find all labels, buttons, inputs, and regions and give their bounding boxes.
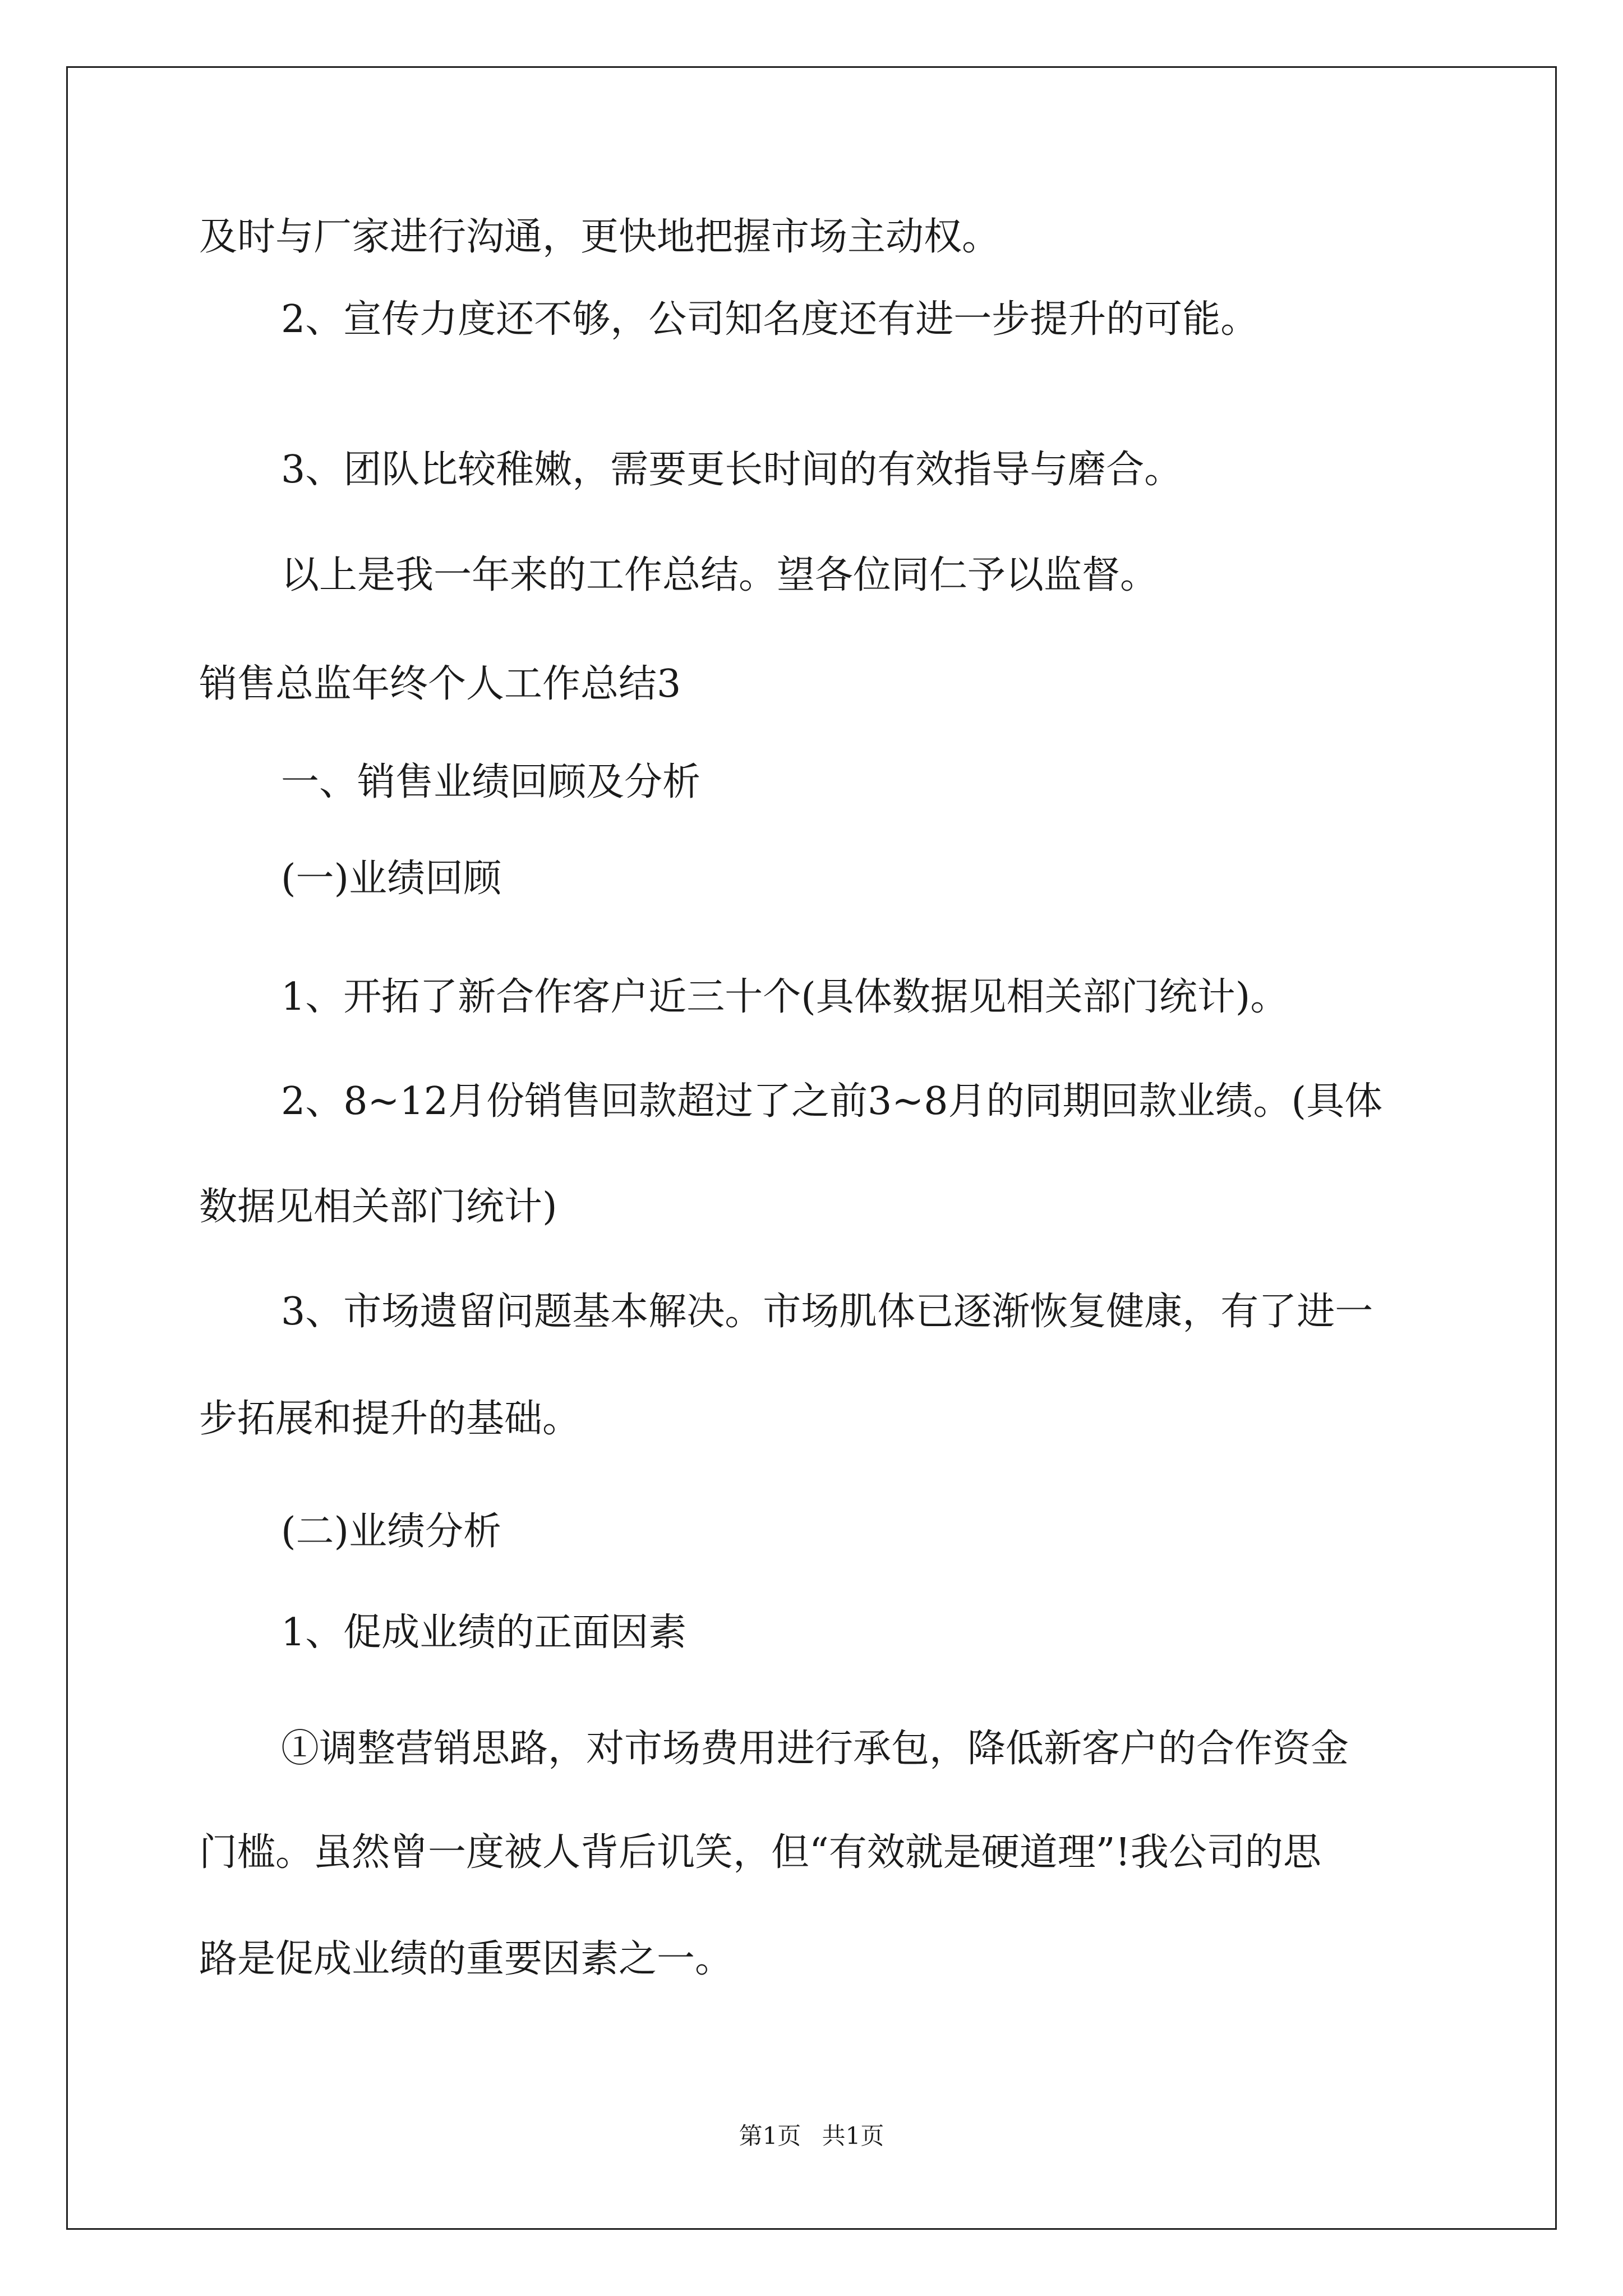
page-number: 第1页	[739, 2122, 801, 2150]
page-footer	[0, 2119, 1623, 2153]
paragraph-line: 1、促成业绩的正面因素	[281, 1611, 687, 1655]
paragraph-line: 步拓展和提升的基础。	[199, 1397, 581, 1441]
paragraph-line: 门槛。虽然曾一度被人背后讥笑，但“有效就是硬道理”!我公司的思	[199, 1830, 1321, 1875]
paragraph-line: 3、团队比较稚嫩，需要更长时间的有效指导与磨合。	[281, 448, 1183, 492]
paragraph-line: 2、8~12月份销售回款超过了之前3~8月的同期回款业绩。(具体	[281, 1079, 1383, 1124]
paragraph-line: 以上是我一年来的工作总结。望各位同仁予以监督。	[281, 553, 1159, 597]
paragraph-line: 1、开拓了新合作客户近三十个(具体数据见相关部门统计)。	[281, 975, 1289, 1019]
paragraph-line: 及时与厂家进行沟通，更快地把握市场主动权。	[199, 215, 1000, 259]
section-heading: 销售总监年终个人工作总结3	[199, 662, 681, 706]
paragraph-line: (二)业绩分析	[281, 1510, 502, 1554]
document-body	[199, 0, 1433, 2296]
paragraph-line: (一)业绩回顾	[281, 857, 502, 901]
paragraph-line: 2、宣传力度还不够，公司知名度还有进一步提升的可能。	[281, 297, 1259, 342]
paragraph-line: 一、销售业绩回顾及分析	[281, 760, 701, 804]
paragraph-line: ①调整营销思路，对市场费用进行承包，降低新客户的合作资金	[281, 1727, 1349, 1771]
paragraph-line: 路是促成业绩的重要因素之一。	[199, 1937, 734, 1981]
paragraph-line: 数据见相关部门统计)	[199, 1185, 557, 1229]
paragraph-line: 3、市场遗留问题基本解决。市场肌体已逐渐恢复健康，有了进一	[281, 1290, 1373, 1334]
page-total: 共1页	[822, 2122, 884, 2150]
